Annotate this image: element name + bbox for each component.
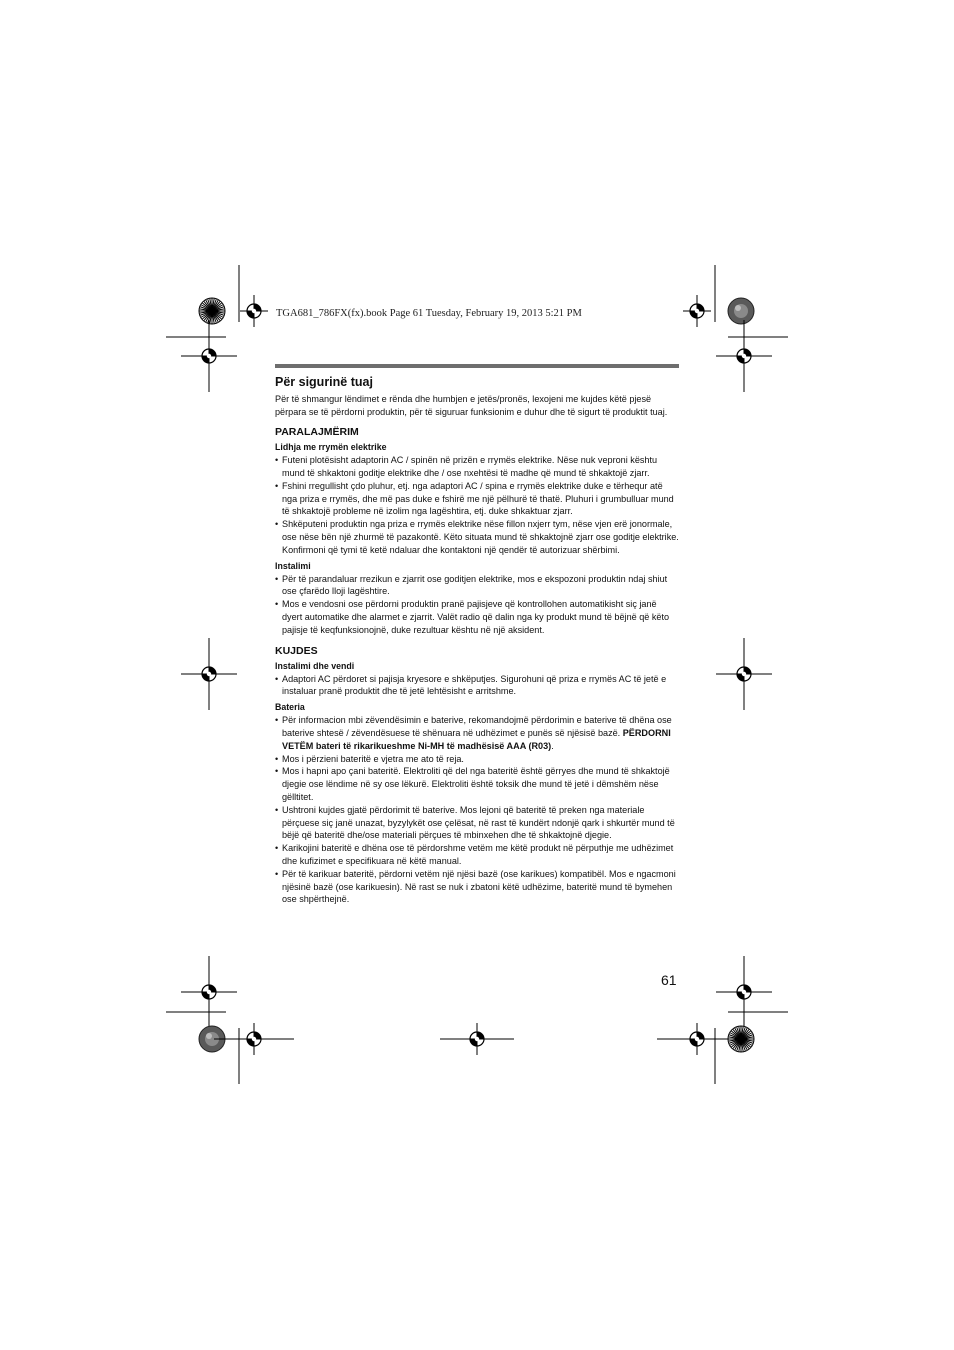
caution-heading: KUJDES	[275, 644, 318, 657]
list-item: • Mos i përzieni bateritë e vjetra me ato të reja.	[275, 753, 679, 766]
registration-target-center	[475, 1037, 479, 1041]
list-item: • Fshini rregullisht çdo pluhur, etj. nga adaptori AC / spina e rrymës elektrike duke e tërhequr atë nga priza e rrymës, dhe më pas duke e fshirë me një pëlhurë të thatë. Pluhuri i grumbulluar mund të shkaktojë probleme në izolim nga lagështira, etj. duke shkaktuar zjarr.	[275, 480, 679, 518]
list-item: • Karikojini bateritë e dhëna ose të përdorshme vetëm me këtë produkt në përputhje me udhëzimet dhe kufizimet e specifikuara në këtë manual.	[275, 842, 679, 868]
power-list	[275, 454, 679, 556]
page-number: 61	[661, 972, 677, 988]
install-subheading: Instalimi	[275, 560, 311, 571]
print-header-line: TGA681_786FX(fx).book Page 61 Tuesday, February 19, 2013 5:21 PM	[276, 308, 582, 319]
battery-subheading: Bateria	[275, 702, 305, 713]
registration-target-center	[695, 1037, 699, 1041]
warning-heading: PARALAJMËRIM	[275, 426, 359, 439]
registration-target-center	[695, 309, 699, 313]
list-item: • Mos i hapni apo çani bateritë. Elektroliti që del nga bateritë është gërryes dhe mund të shkaktojë djegie ose lëndime në sy ose lëkurë. Elektroliti është toksik dhe mund të jetë i dëmshëm nëse gëlltitet.	[275, 765, 679, 803]
registration-target-center	[252, 1037, 256, 1041]
list-item: • Adaptori AC përdoret si pajisja kryesore e shkëputjes. Sigurohuni që priza e rrymës AC të jetë e instaluar pranë produktit dhe të jetë lehtësisht e arritshme.	[275, 673, 679, 699]
registration-target-center	[742, 990, 746, 994]
intro-paragraph: Për të shmangur lëndimet e rënda dhe humbjen e jetës/pronës, lexojeni me kujdes këtë pjesë përpara se të përdorni produktin, për të siguruar funksionim e duhur dhe të sigurt të produktit tuaj.	[275, 394, 668, 417]
placement-list	[275, 673, 679, 699]
grey-registration-disc-highlight	[206, 1033, 212, 1039]
battery-item-text: Për informacion mbi zëvendësimin e baterive, rekomandojmë përdorimin e baterive të dhëna ose baterive shtesë / zëvendësuese të shënuara në udhëzimet e punës së njësisë bazë.	[282, 715, 672, 738]
list-item: • Për të parandaluar rrezikun e zjarrit ose goditjen elektrike, mos e ekspozoni produktin ndaj shiut ose çfarëdo lloji lagështire.	[275, 573, 679, 599]
list-item: • Mos e vendosni ose përdorni produktin pranë pajisjeve që kontrollohen automatikisht siç janë dyert automatike dhe alarmet e zjarrit. Valët radio që dalin nga ky produkt mund të bëjnë që këto pajisje të keqfunksionojnë, duke rezultuar kështu në një aksident.	[275, 598, 679, 636]
registration-target-center	[742, 672, 746, 676]
list-item: • Futeni plotësisht adaptorin AC / spinën në prizën e rrymës elektrike. Nëse nuk veproni kështu mund të shkaktoni goditje elektrike dhe / ose nxehtësi të madhe që mund të shkaktojë zjarr.	[275, 454, 679, 480]
section-rule	[275, 364, 679, 368]
install-list	[275, 573, 679, 637]
registration-target-center	[207, 990, 211, 994]
list-item: • Për të karikuar bateritë, përdorni vetëm një njësi bazë (ose karikues) kompatibël. Mos e ngacmoni njësinë bazë (ose karikuesin). Në rast se nuk i zbatoni këtë udhëzime, bateritë mund të bymehen ose shpërthejnë.	[275, 868, 679, 906]
list-item	[275, 714, 679, 752]
safety-section	[275, 364, 679, 906]
battery-item-end: .	[551, 740, 554, 751]
grey-registration-disc-highlight	[735, 305, 741, 311]
registration-target-center	[207, 672, 211, 676]
registration-target-center	[207, 354, 211, 358]
power-subheading: Lidhja me rrymën elektrike	[275, 442, 387, 453]
battery-item-emphasis: PËRDORNI VETËM bateri të rikarikueshme Ni-MH të madhësisë AAA (R03)	[282, 727, 671, 751]
registration-target-center	[742, 354, 746, 358]
battery-list	[275, 714, 679, 906]
section-title: Për sigurinë tuaj	[275, 375, 373, 389]
list-item: • Ushtroni kujdes gjatë përdorimit të baterive. Mos lejoni që bateritë të preken nga materiale përçuese siç janë unazat, byzylykët ose çelësat, në rast të kundërt ndonjë qark i shkurtër mund të bëjë që bateritë dhe/ose materiali përçues të mbinxehen dhe të shkaktojnë djegie.	[275, 804, 679, 842]
list-item: • Shkëputeni produktin nga priza e rrymës elektrike nëse fillon nxjerr tym, nëse vjen erë jonormale, ose nëse bën një zhurmë të pazakontë. Këto situata mund të shkaktojnë zjarr ose goditje elektrike. Konfirmoni që tymi të ketë ndaluar dhe kontaktoni një qendër të autorizuar shërbimi.	[275, 518, 679, 556]
registration-target-center	[252, 309, 256, 313]
placement-subheading: Instalimi dhe vendi	[275, 660, 355, 671]
